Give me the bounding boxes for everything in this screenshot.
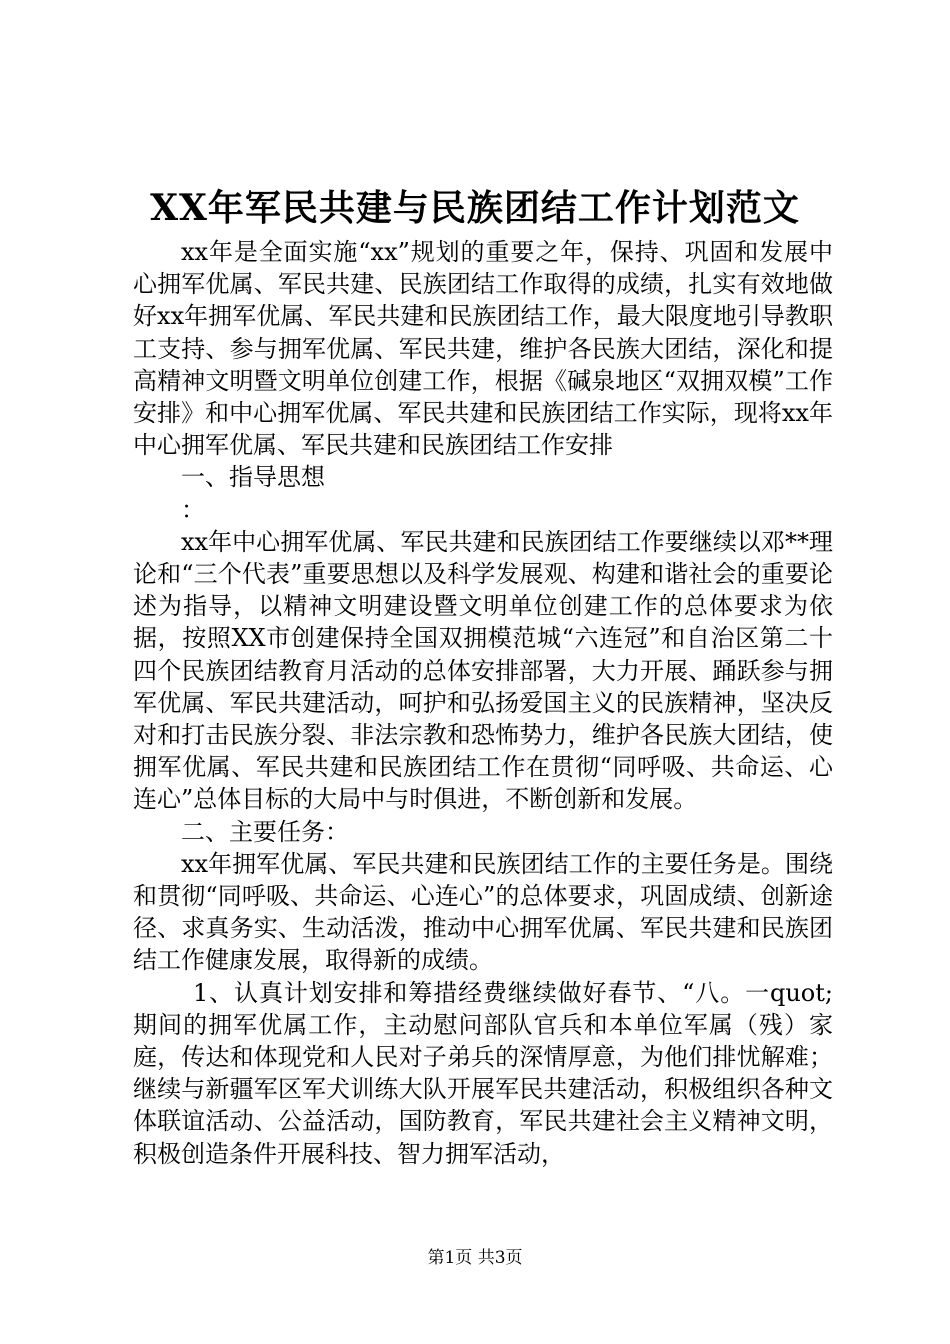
document-title: XX年军民共建与民族团结工作计划范文 bbox=[150, 187, 800, 229]
section-heading-main-tasks: 二、主要任务： bbox=[181, 817, 349, 846]
page-footer: 第1页 共3页 bbox=[427, 1248, 523, 1268]
intro-paragraph: xx年是全面实施“xx”规划的重要之年，保持、巩固和发展中心拥军优属、军民共建、民族团结工作取得的成绩，扎实有效地做好xx年拥军优属、军民共建和民族团结工作，最大限度地引导教职工支持、参与拥军优属、军民共建，维护各民族大团结，深化和提高精神文明暨文明单位创建工作，根据《碱泉地区“双拥双模”工作安排》和中心拥军优属、军民共建和民族团结工作实际，现将xx年中心拥军优属、军民共建和民族团结工作安排 bbox=[133, 238, 833, 460]
task-item-1-paragraph: 1、认真计划安排和筹措经费继续做好春节、“八。一quot;期间的拥军优属工作，主动慰问部队官兵和本单位军属（残）家庭，传达和体现党和人民对子弟兵的深情厚意，为他们排忧解难；继续与新疆军区军犬训练大队开展军民共建活动，积极组织各种文体联谊活动、公益活动，国防教育，军民共建社会主义精神文明，积极创造条件开展科技、智力拥军活动， bbox=[133, 978, 833, 1168]
document-body bbox=[133, 236, 833, 1170]
guiding-thought-paragraph: xx年中心拥军优属、军民共建和民族团结工作要继续以邓**理论和“三个代表”重要思想以及科学发展观、构建和谐社会的重要论述为指导，以精神文明建设暨文明单位创建工作的总体要求为依据，按照XX市创建保持全国双拥模范城“六连冠”和自治区第二十四个民族团结教育月活动的总体安排部署，大力开展、踊跃参与拥军优属、军民共建活动，呵护和弘扬爱国主义的民族精神，坚决反对和打击民族分裂、非法宗教和恐怖势力，维护各民族大团结，使拥军优属、军民共建和民族团结工作在贯彻“同呼吸、共命运、心连心”总体目标的大局中与时俱进，不断创新和发展。 bbox=[133, 527, 833, 814]
section-colon: ： bbox=[181, 495, 205, 524]
section-heading-guiding-thought: 一、指导思想 bbox=[181, 463, 325, 492]
main-tasks-paragraph: xx年拥军优属、军民共建和民族团结工作的主要任务是。围绕和贯彻“同呼吸、共命运、心连心”的总体要求，巩固成绩、创新途径、求真务实、生动活泼，推动中心拥军优属、军民共建和民族团结工作健康发展，取得新的成绩。 bbox=[133, 849, 833, 975]
